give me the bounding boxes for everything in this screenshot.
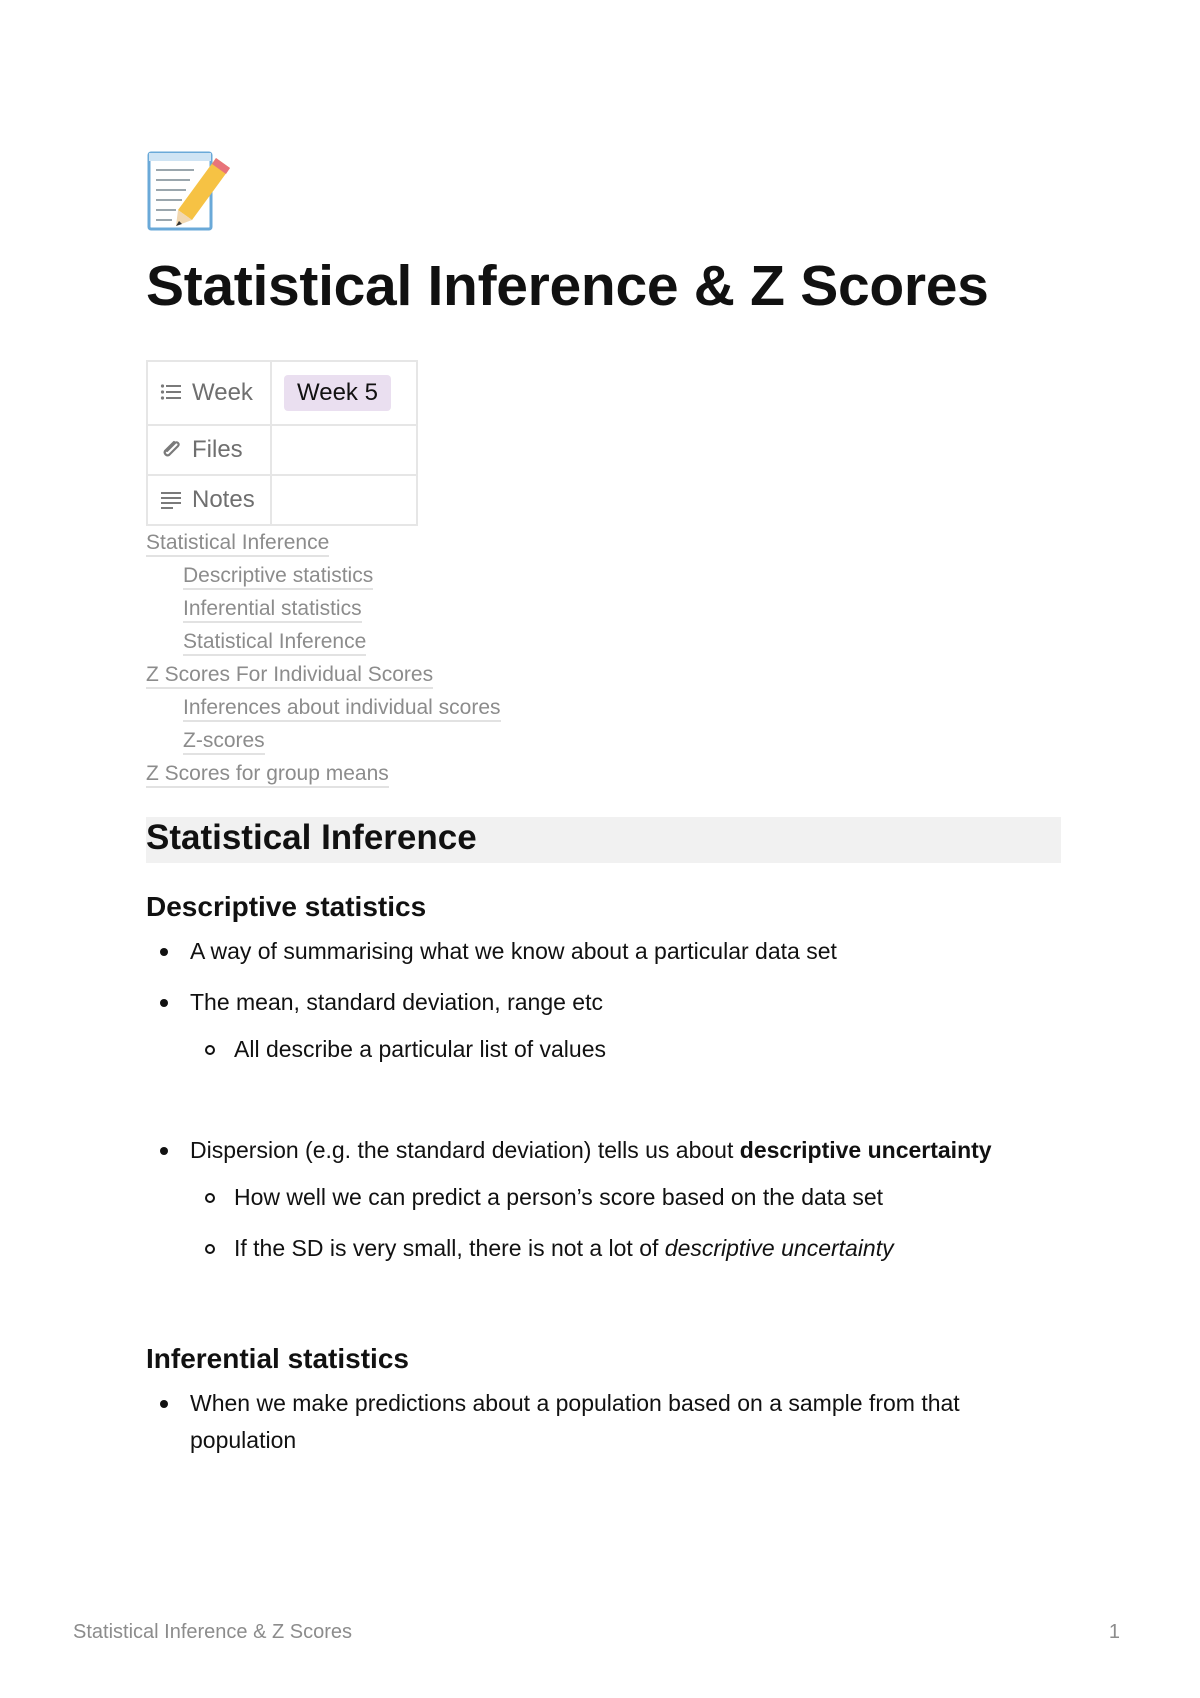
property-row-week: [147, 361, 417, 425]
list-item: The mean, standard deviation, range etc All describe a particular list of values: [146, 984, 1061, 1068]
bullet-list-inferential: [146, 1385, 1061, 1459]
property-key-files[interactable]: [147, 425, 271, 475]
sub-bullet-list: [190, 1179, 1061, 1267]
heading-statistical-inference: Statistical Inference: [146, 817, 1061, 863]
property-value-notes[interactable]: [271, 475, 417, 525]
properties-table: [146, 360, 418, 526]
text-lines-icon: [160, 489, 182, 509]
property-value-week[interactable]: [271, 361, 417, 425]
list-item: Dispersion (e.g. the standard deviation) tells us about descriptive uncertainty How well we can predict a person’s score based on the data set If the SD is very small, there is not a lot of descriptive uncertainty: [146, 1132, 1061, 1267]
list-item: When we make predictions about a population based on a sample from that population: [146, 1385, 1061, 1459]
italic-text: descriptive uncertainty: [664, 1234, 894, 1261]
page-body: [146, 150, 1061, 1473]
list-item: A way of summarising what we know about a particular data set: [146, 933, 1061, 970]
property-row-files: [147, 425, 417, 475]
toc-item[interactable]: Statistical Inference: [146, 629, 1061, 655]
list-item: If the SD is very small, there is not a lot of descriptive uncertainty: [190, 1230, 1061, 1267]
property-key-week[interactable]: [147, 361, 271, 425]
list-item: How well we can predict a person’s score based on the data set: [190, 1179, 1061, 1216]
list-icon: [160, 382, 182, 402]
footer-title: Statistical Inference & Z Scores: [73, 1621, 353, 1643]
page-title: Statistical Inference & Z Scores: [146, 254, 989, 318]
heading-inferential-statistics: Inferential statistics: [146, 1342, 409, 1374]
bullet-list-descriptive: [146, 933, 1061, 1267]
property-label: Files: [192, 435, 243, 463]
property-label: Week: [192, 378, 253, 406]
sub-bullet-list: [190, 1031, 1061, 1068]
property-label: Notes: [192, 485, 255, 513]
memo-pencil-icon: [146, 150, 234, 238]
toc-item[interactable]: Inferential statistics: [146, 596, 1061, 622]
footer-page-number: 1: [1108, 1621, 1120, 1643]
paperclip-icon: [160, 439, 182, 459]
table-of-contents: [146, 530, 1061, 787]
toc-item[interactable]: Descriptive statistics: [146, 563, 1061, 589]
toc-item[interactable]: Z Scores For Individual Scores: [146, 662, 1061, 688]
toc-item[interactable]: Inferences about individual scores: [146, 695, 1061, 721]
heading-descriptive-statistics: Descriptive statistics: [146, 890, 427, 922]
toc-item[interactable]: Z Scores for group means: [146, 761, 1061, 787]
list-item: All describe a particular list of values: [190, 1031, 1061, 1068]
property-key-notes[interactable]: [147, 475, 271, 525]
week-tag[interactable]: Week 5: [284, 375, 391, 411]
bold-text: descriptive uncertainty: [739, 1136, 992, 1163]
toc-item[interactable]: Statistical Inference: [146, 530, 1061, 556]
toc-item[interactable]: Z-scores: [146, 728, 1061, 754]
property-row-notes: [147, 475, 417, 525]
property-value-files[interactable]: [271, 425, 417, 475]
